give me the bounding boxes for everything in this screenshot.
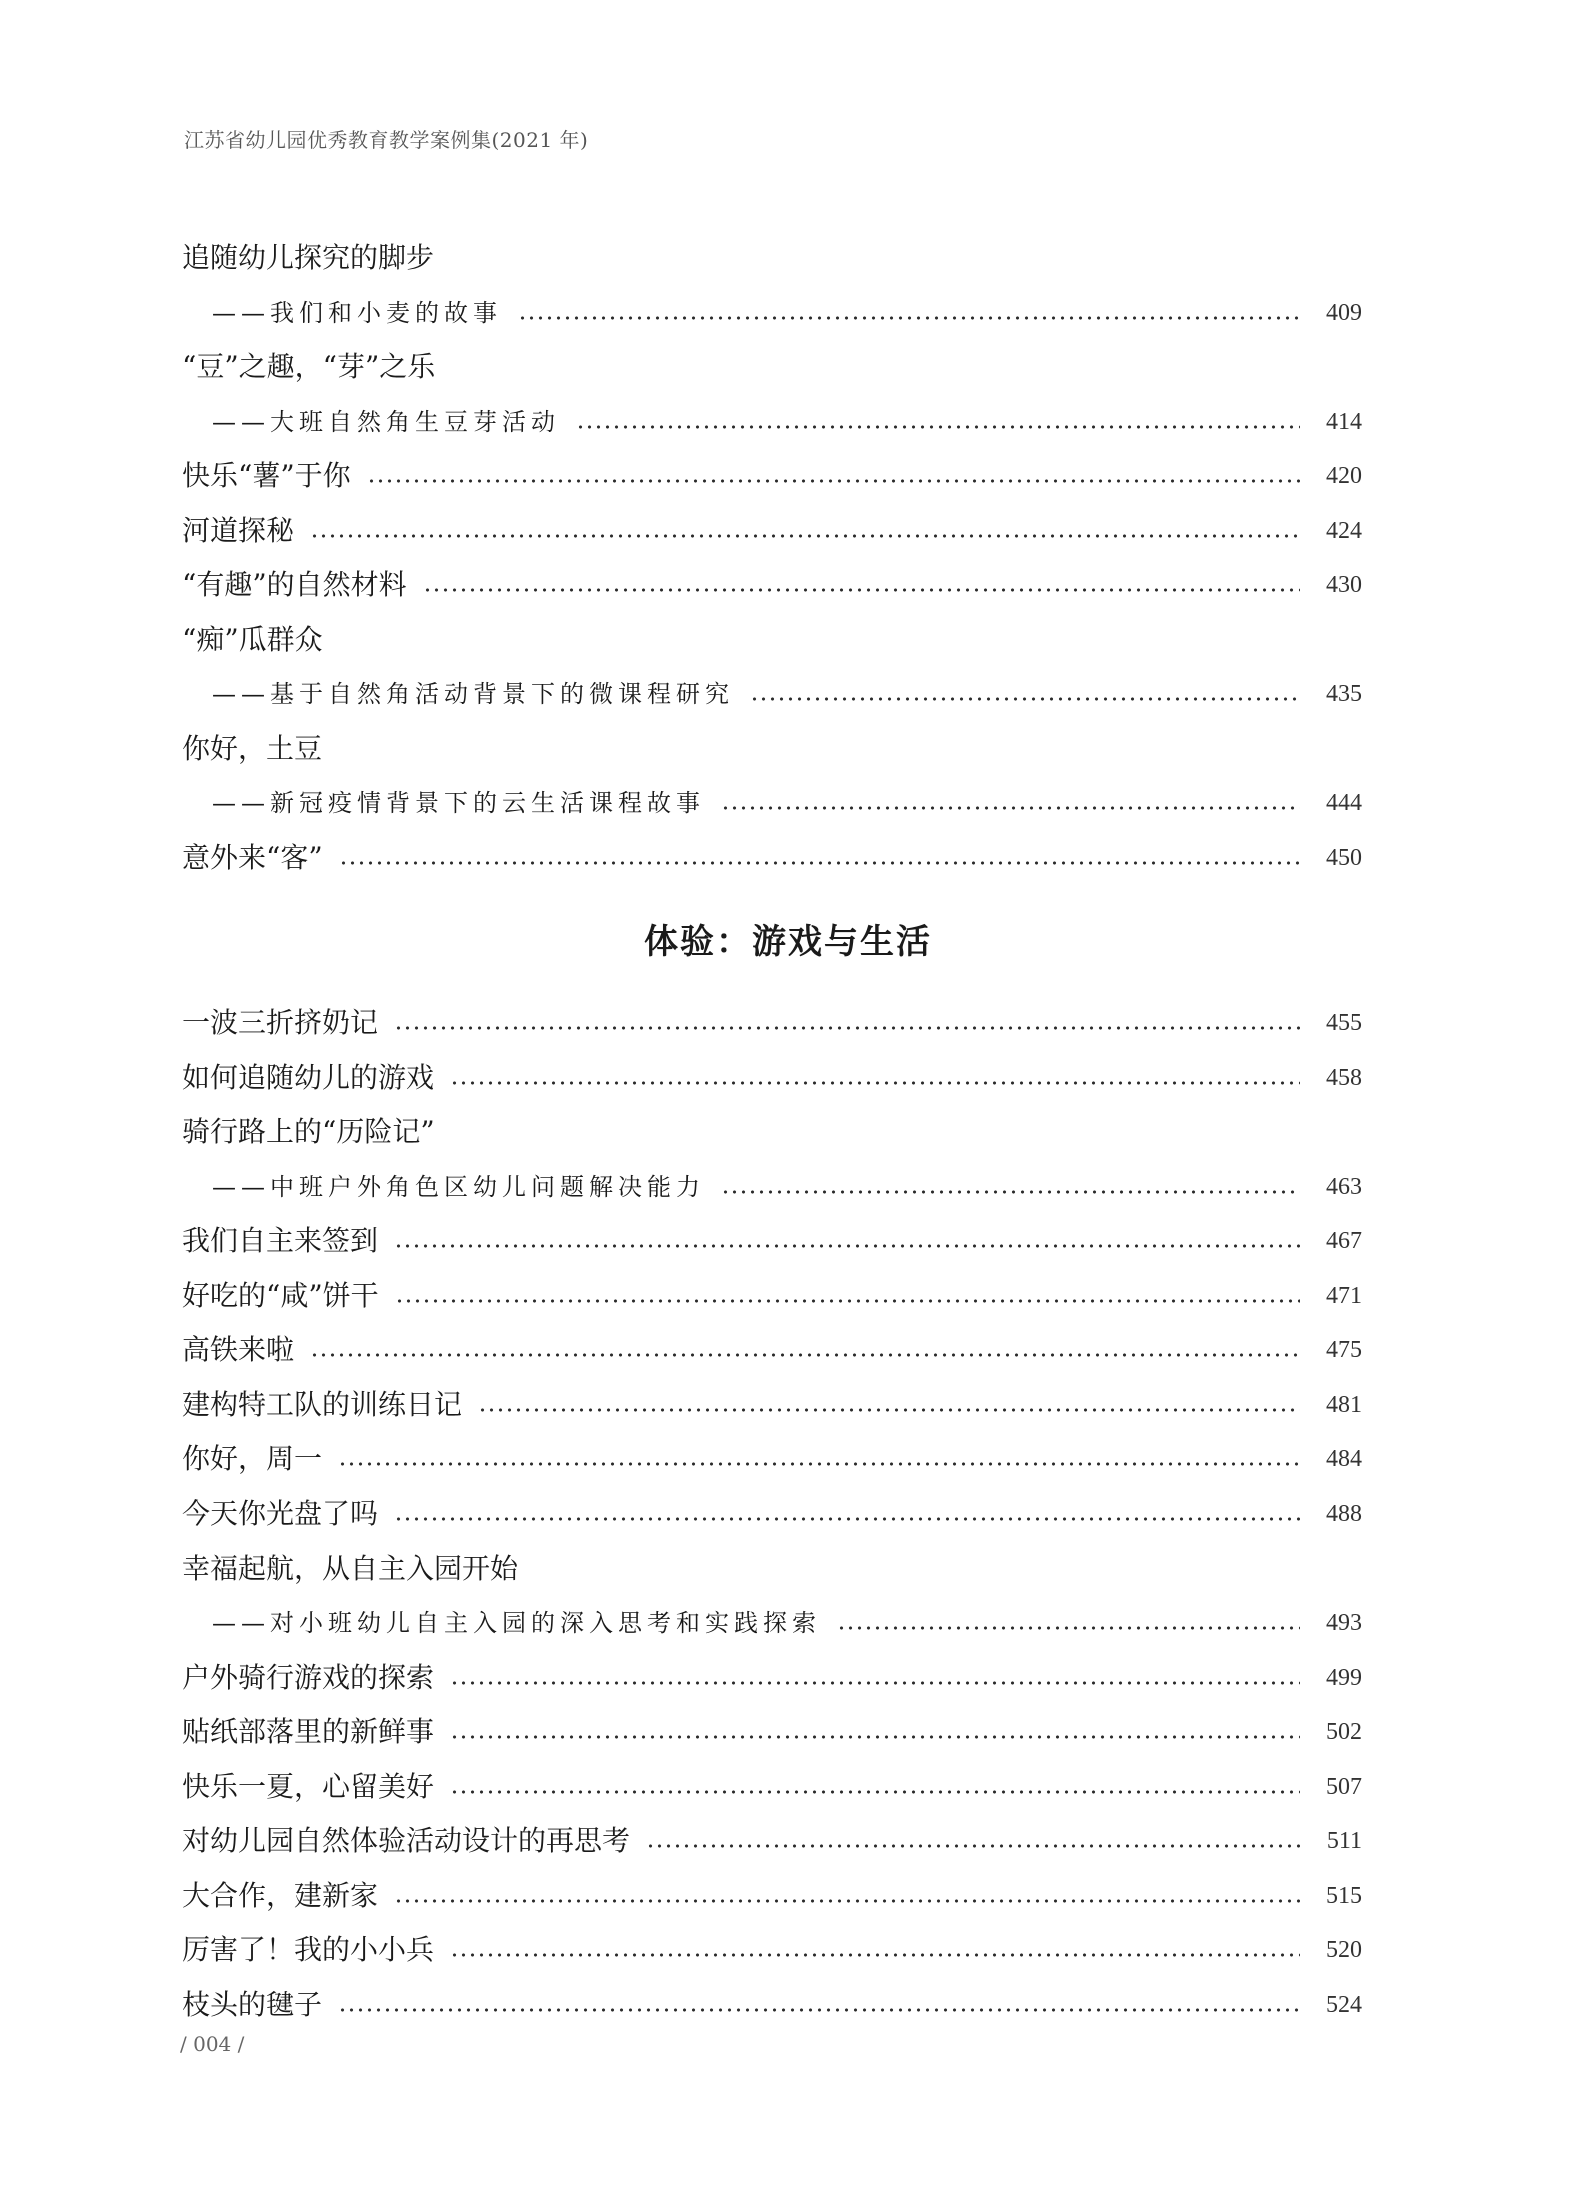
- toc-entry-title: “有趣”的自然材料: [182, 568, 407, 601]
- toc-entry-title: 对幼儿园自然体验活动设计的再思考: [182, 1824, 631, 1857]
- toc-entry-title: 枝头的毽子: [182, 1988, 323, 2021]
- toc-entry-title: 一波三折挤奶记: [182, 1006, 379, 1039]
- page-number: 455: [1326, 1010, 1362, 1036]
- toc-entry[interactable]: [182, 1330, 1362, 1370]
- dot-leader: [394, 1243, 1300, 1249]
- toc-entry-title: 厉害了！我的小小兵: [182, 1933, 435, 1966]
- dot-leader: [450, 1080, 1300, 1086]
- toc-entry-subtitle-row[interactable]: [212, 293, 1362, 333]
- toc-entry-subtitle: ——中班户外角色区幼儿问题解决能力: [212, 1173, 705, 1201]
- dot-leader: [646, 1843, 1300, 1849]
- toc-entry-subtitle-row[interactable]: [212, 674, 1362, 714]
- page-number: 481: [1326, 1392, 1362, 1418]
- toc-entry-title: 高铁来啦: [182, 1333, 295, 1366]
- toc-entry-subtitle-row[interactable]: [212, 1167, 1362, 1207]
- toc-entry[interactable]: [182, 1985, 1362, 2025]
- toc-entry-subtitle-row[interactable]: [212, 783, 1362, 823]
- toc-entry-title: 好吃的“咸”饼干: [182, 1279, 379, 1312]
- dot-leader: [518, 315, 1300, 321]
- dot-leader: [394, 1516, 1300, 1522]
- toc-entry-subtitle: ——大班自然角生豆芽活动: [212, 408, 560, 436]
- toc-entry-title: 大合作，建新家: [182, 1879, 379, 1912]
- toc-entry-subtitle-row[interactable]: [212, 1603, 1362, 1643]
- page-number: 458: [1326, 1065, 1362, 1091]
- toc-entry-title: 追随幼儿探究的脚步: [182, 241, 435, 274]
- page-number: 484: [1326, 1446, 1362, 1472]
- page-number: 524: [1326, 1992, 1362, 2018]
- toc-entry-title: 你好，土豆: [182, 732, 323, 765]
- page-number: 511: [1326, 1828, 1362, 1854]
- toc-entry[interactable]: [182, 1876, 1362, 1916]
- toc-entry-title: 骑行路上的“历险记”: [182, 1115, 435, 1148]
- page-number: 450: [1326, 845, 1362, 871]
- page-number: 515: [1326, 1883, 1362, 1909]
- running-head: 江苏省幼儿园优秀教育教学案例集(2021 年): [184, 128, 589, 152]
- page-number: 499: [1326, 1665, 1362, 1691]
- toc-entry[interactable]: [182, 1767, 1362, 1807]
- toc-entry-title: 我们自主来签到: [182, 1224, 379, 1257]
- page-number: 435: [1326, 681, 1362, 707]
- page-number: 475: [1326, 1337, 1362, 1363]
- dot-leader: [310, 533, 1300, 539]
- toc-entry[interactable]: [182, 1658, 1362, 1698]
- page-number: 493: [1326, 1610, 1362, 1636]
- toc-entry[interactable]: [182, 1930, 1362, 1970]
- toc-entry[interactable]: [182, 347, 1362, 387]
- toc-entry-title: “豆”之趣，“芽”之乐: [182, 350, 436, 383]
- toc-entry-subtitle: ——基于自然角活动背景下的微课程研究: [212, 680, 734, 708]
- toc-entry[interactable]: [182, 565, 1362, 605]
- dot-leader: [394, 1898, 1300, 1904]
- toc-entry[interactable]: [182, 1003, 1362, 1043]
- dot-leader: [310, 1352, 1300, 1358]
- dot-leader: [721, 1189, 1300, 1195]
- page-number: 467: [1326, 1228, 1362, 1254]
- toc-entry-subtitle-row[interactable]: [212, 402, 1362, 442]
- section-heading: 体验：游戏与生活: [644, 922, 932, 962]
- page-number: 488: [1326, 1501, 1362, 1527]
- toc-entry-subtitle: ——对小班幼儿自主入园的深入思考和实践探索: [212, 1609, 821, 1637]
- toc-entry-title: 意外来“客”: [182, 841, 323, 874]
- page-number: 420: [1326, 463, 1362, 489]
- toc-entry-title: 户外骑行游戏的探索: [182, 1661, 435, 1694]
- toc-entry-title: 如何追随幼儿的游戏: [182, 1061, 435, 1094]
- dot-leader: [395, 1298, 1300, 1304]
- toc-entry-title: 贴纸部落里的新鲜事: [182, 1715, 435, 1748]
- page-folio: / 004 /: [180, 2032, 245, 2056]
- page-number: 507: [1326, 1774, 1362, 1800]
- toc-entry[interactable]: [182, 456, 1362, 496]
- dot-leader: [367, 478, 1300, 484]
- page-number: 520: [1326, 1937, 1362, 1963]
- toc-entry[interactable]: [182, 511, 1362, 551]
- dot-leader: [450, 1680, 1300, 1686]
- toc-entry-title: 你好，周一: [182, 1442, 323, 1475]
- toc-entry[interactable]: [182, 238, 1362, 278]
- toc-entry-title: 河道探秘: [182, 514, 295, 547]
- dot-leader: [338, 1461, 1300, 1467]
- dot-leader: [450, 1734, 1300, 1740]
- toc-entry[interactable]: [182, 1058, 1362, 1098]
- dot-leader: [339, 860, 1300, 866]
- toc-entry[interactable]: [182, 729, 1362, 769]
- page-number: 502: [1326, 1719, 1362, 1745]
- toc-entry-title: 幸福起航，从自主入园开始: [182, 1552, 519, 1585]
- page-number: 430: [1326, 572, 1362, 598]
- page-number: 444: [1326, 790, 1362, 816]
- dot-leader: [750, 696, 1300, 702]
- dot-leader: [394, 1025, 1300, 1031]
- toc-entry[interactable]: [182, 1385, 1362, 1425]
- toc-entry[interactable]: [182, 1712, 1362, 1752]
- toc-entry[interactable]: [182, 1549, 1362, 1589]
- toc-entry[interactable]: [182, 620, 1362, 660]
- toc-entry[interactable]: [182, 1439, 1362, 1479]
- toc-entry-title: 今天你光盘了吗: [182, 1497, 379, 1530]
- dot-leader: [837, 1625, 1300, 1631]
- dot-leader: [450, 1952, 1300, 1958]
- dot-leader: [423, 587, 1300, 593]
- page-number: 409: [1326, 300, 1362, 326]
- page-number: 463: [1326, 1174, 1362, 1200]
- toc-entry-title: “痴”瓜群众: [182, 623, 323, 656]
- toc-entry[interactable]: [182, 1494, 1362, 1534]
- toc-entry[interactable]: [182, 838, 1362, 878]
- toc-entry[interactable]: [182, 1276, 1362, 1316]
- toc-entry-subtitle: ——我们和小麦的故事: [212, 299, 502, 327]
- toc-entry[interactable]: [182, 1221, 1362, 1261]
- dot-leader: [338, 2007, 1300, 2013]
- dot-leader: [721, 805, 1300, 811]
- toc-entry-title: 建构特工队的训练日记: [182, 1388, 463, 1421]
- page-number: 414: [1326, 409, 1362, 435]
- page-number: 424: [1326, 518, 1362, 544]
- toc-entry[interactable]: [182, 1821, 1362, 1861]
- toc-entry[interactable]: [182, 1112, 1362, 1152]
- dot-leader: [478, 1407, 1300, 1413]
- toc-entry-subtitle: ——新冠疫情背景下的云生活课程故事: [212, 789, 705, 817]
- page-number: 471: [1326, 1283, 1362, 1309]
- toc-entry-title: 快乐“薯”于你: [182, 459, 351, 492]
- toc-entry-title: 快乐一夏，心留美好: [182, 1770, 435, 1803]
- dot-leader: [576, 424, 1300, 430]
- dot-leader: [450, 1789, 1300, 1795]
